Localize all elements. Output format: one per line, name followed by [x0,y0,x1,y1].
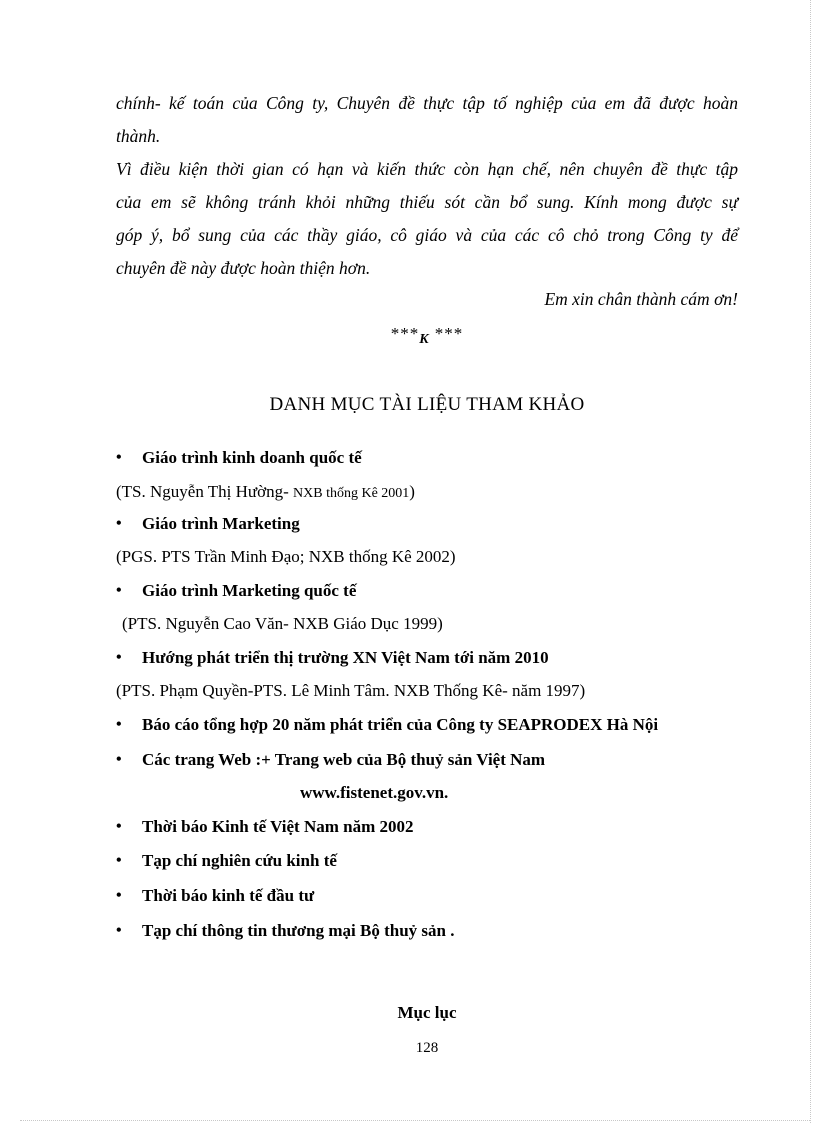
bullet-icon: • [116,751,122,768]
reference-item-6-title: Các trang Web :+ Trang web của Bộ thuỷ sản Việt Nam [142,750,546,769]
paragraph-line-1: chính- kế toán của Công ty, Chuyên đề thực tập tố nghiệp của em đã được hoàn [116,93,738,113]
bullet-icon: • [116,582,122,599]
separator-left-stars: *** [390,324,420,343]
bullet-icon: • [116,449,122,466]
bullet-icon: • [116,515,122,532]
reference-item-1-note [116,482,415,502]
reference-item-2-title: Giáo trình Marketing [142,514,300,533]
bullet-icon: • [116,852,122,869]
reference-item-3-title: Giáo trình Marketing quốc tế [142,581,357,600]
reference-item-1-title: Giáo trình kinh doanh quốc tế [142,448,362,467]
reference-item-4-title: Hướng phát triển thị trường XN Việt Nam tới năm 2010 [142,648,549,667]
section-separator [116,324,738,347]
reference-item-9-title: Thời báo kinh tế đầu tư [142,886,315,905]
page-number: 128 [415,1040,439,1056]
reference-item-3-note: (PTS. Nguyễn Cao Văn- NXB Giáo Dục 1999) [122,614,443,633]
separator-middle-glyph: K [419,332,430,347]
bullet-icon: • [116,922,122,939]
thanks-line: Em xin chân thành cám ơn! [544,289,738,309]
page-border-right [810,0,811,1123]
reference-item-1-note-main: (TS. Nguyễn Thị Hường- [116,482,294,501]
paragraph-line-5: góp ý, bổ sung của các thầy giáo, cô giáo và của các cô chỏ trong Công ty để [116,225,738,245]
paragraph-line-6: chuyên đề này được hoàn thiện hơn. [116,258,371,278]
paragraph-line-3: Vì điều kiện thời gian có hạn và kiến thức còn hạn chế, nên chuyên đề thực tập [116,159,738,179]
reference-item-8-title: Tạp chí nghiên cứu kinh tế [142,851,337,870]
paragraph-line-2: thành. [116,126,161,146]
reference-item-10-title: Tạp chí thông tin thương mại Bộ thuỷ sản . [142,921,455,940]
reference-item-2-note: (PGS. PTS Trần Minh Đạo; NXB thống Kê 2002) [116,547,456,566]
paragraph-line-4: của em sẽ không tránh khỏi những thiếu sót cần bổ sung. Kính mong được sự [116,192,738,212]
references-heading: DANH MỤC TÀI LIỆU THAM KHẢO [269,394,585,415]
page-border-bottom [20,1120,810,1121]
reference-item-7-title: Thời báo Kinh tế Việt Nam năm 2002 [142,817,414,836]
bullet-icon: • [116,649,122,666]
reference-item-6-url: www.fistenet.gov.vn. [300,783,449,802]
bullet-icon: • [116,716,122,733]
reference-item-4-note: (PTS. Phạm Quyền-PTS. Lê Minh Tâm. NXB Thống Kê- năm 1997) [116,681,586,700]
reference-item-5-title: Báo cáo tổng hợp 20 năm phát triển của Công ty SEAPRODEX Hà Nội [142,715,659,734]
bullet-icon: • [116,818,122,835]
reference-item-1-note-end: ) [409,482,415,501]
table-of-contents-label: Mục lục [397,1003,457,1022]
reference-item-1-note-small: NXB thống Kê 2001 [293,486,410,501]
bullet-icon: • [116,887,122,904]
separator-right-stars: *** [429,324,464,343]
